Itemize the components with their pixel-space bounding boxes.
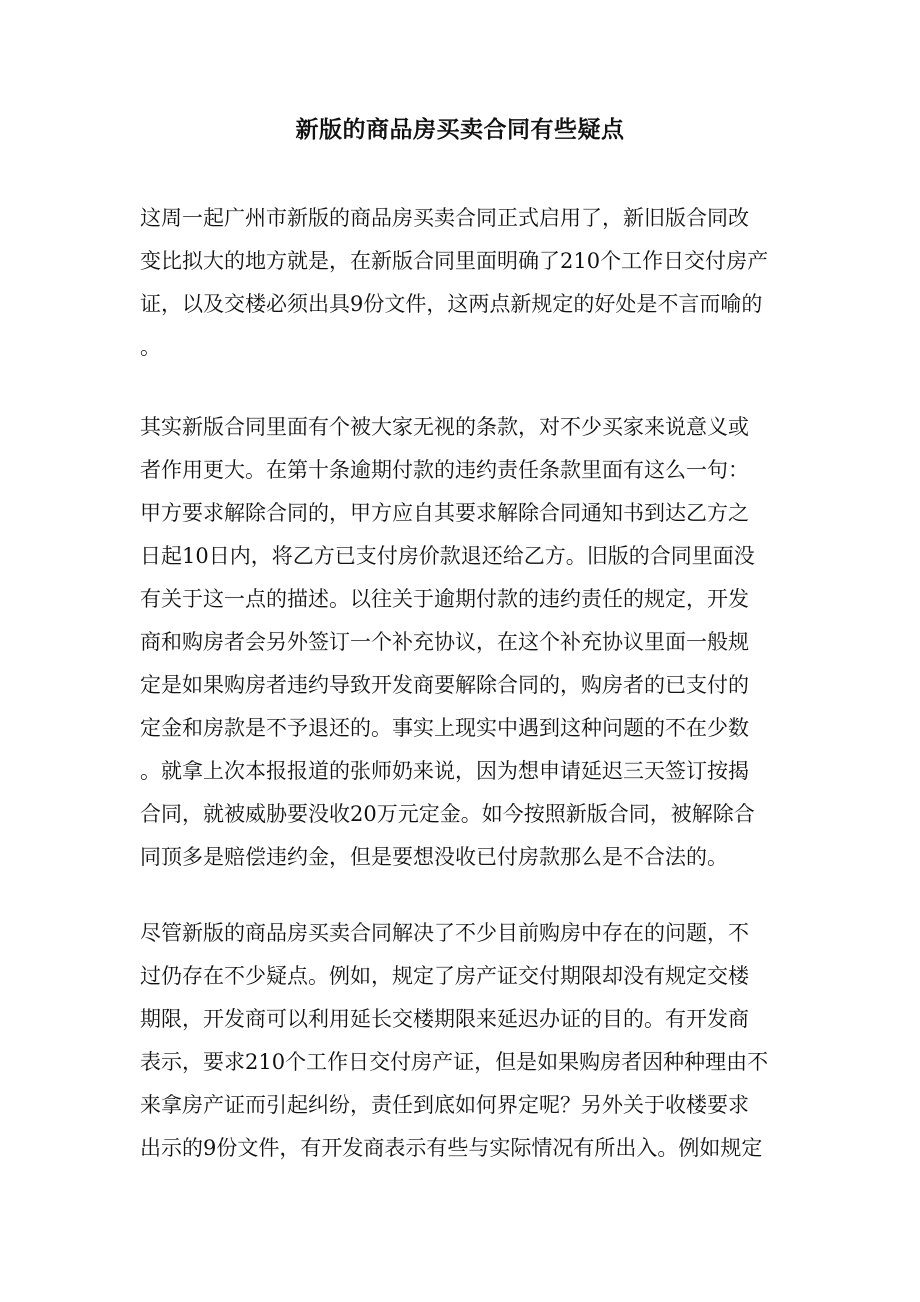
text-line: 过仍存在不少疑点。例如，规定了房产证交付期限却没有规定交楼 bbox=[140, 964, 749, 988]
text-line: 同顶多是赔偿违约金，但是要想没收已付房款那么是不合法的。 bbox=[140, 845, 728, 869]
text-line: 表示，要求210个工作日交付房产证，但是如果购房者因种种理由不 bbox=[140, 1050, 769, 1074]
text-line: 期限，开发商可以利用延长交楼期限来延迟办证的目的。有开发商 bbox=[140, 1007, 749, 1031]
text-line: 合同，就被威胁要没收20万元定金。如今按照新版合同，被解除合 bbox=[140, 802, 755, 826]
text-line: 甲方要求解除合同的，甲方应自其要求解除合同通知书到达乙方之 bbox=[140, 501, 749, 525]
paragraph-1 bbox=[140, 197, 790, 369]
text-line: 来拿房产证而引起纠纷，责任到底如何界定呢？另外关于收楼要求 bbox=[140, 1093, 749, 1117]
text-line: 尽管新版的商品房买卖合同解决了不少目前购房中存在的问题，不 bbox=[140, 921, 749, 945]
text-line: 变比拟大的地方就是，在新版合同里面明确了210个工作日交付房产 bbox=[140, 249, 769, 273]
text-line: 证，以及交楼必须出具9份文件，这两点新规定的好处是不言而喻的 bbox=[140, 292, 763, 316]
text-line: 其实新版合同里面有个被大家无视的条款，对不少买家来说意义或 bbox=[140, 415, 749, 439]
paragraph-3 bbox=[140, 912, 790, 1170]
text-line: 定是如果购房者违约导致开发商要解除合同的，购房者的已支付的 bbox=[140, 673, 749, 697]
text-line: 。就拿上次本报报道的张师奶来说，因为想申请延迟三天签订按揭 bbox=[140, 759, 749, 783]
text-line: 日起10日内，将乙方已支付房价款退还给乙方。旧版的合同里面没 bbox=[140, 544, 755, 568]
text-line: 出示的9份文件，有开发商表示有些与实际情况有所出入。例如规定 bbox=[140, 1136, 763, 1160]
text-line: 定金和房款是不予退还的。事实上现实中遇到这种问题的不在少数 bbox=[140, 716, 749, 740]
document-title: 新版的商品房买卖合同有些疑点 bbox=[295, 116, 625, 143]
text-line: 这周一起广州市新版的商品房买卖合同正式启用了，新旧版合同改 bbox=[140, 206, 749, 230]
text-line: 有关于这一点的描述。以往关于逾期付款的违约责任的规定，开发 bbox=[140, 587, 749, 611]
paragraph-2 bbox=[140, 406, 790, 879]
text-line: 者作用更大。在第十条逾期付款的违约责任条款里面有这么一句： bbox=[140, 458, 749, 482]
text-line: 商和购房者会另外签订一个补充协议，在这个补充协议里面一般规 bbox=[140, 630, 749, 654]
text-line: 。 bbox=[140, 335, 161, 359]
